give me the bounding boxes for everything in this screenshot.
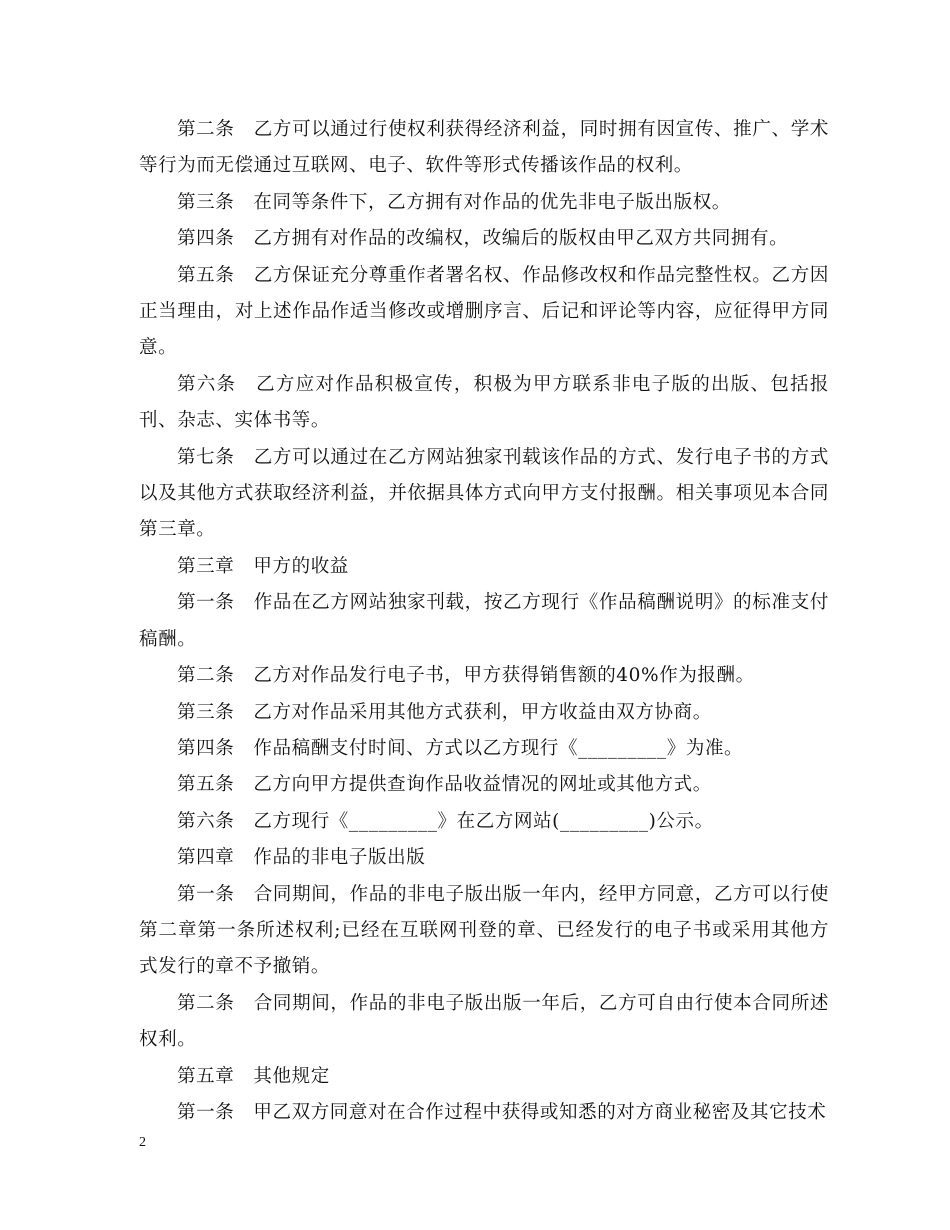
paragraph-ch3-article-4: 第四条 作品稿酬支付时间、方式以乙方现行《_________》为准。 — [177, 737, 744, 759]
chapter-heading-4: 第四章 作品的非电子版出版 — [177, 847, 426, 869]
paragraph-article-7-benefits: 第七条 乙方可以通过在乙方网站独家刊载该作品的方式、发行电子书的方式以及其他方式获取经济利益，并依据具体方式向甲方支付报酬。相关事项见本合同第三章。 — [139, 446, 829, 541]
paragraph-ch4-article-1: 第一条 合同期间，作品的非电子版出版一年内，经甲方同意，乙方可以行使第二章第一条所述权利;已经在互联网刊登的章、已经发行的电子书或采用其他方式发行的章不予撤销。 — [139, 883, 829, 978]
paragraph-ch3-article-5: 第五条 乙方向甲方提供查询作品收益情况的网址或其他方式。 — [177, 774, 712, 796]
chapter-heading-3: 第三章 甲方的收益 — [177, 555, 349, 577]
paragraph-ch3-article-3: 第三条 乙方对作品采用其他方式获利，甲方收益由双方协商。 — [177, 701, 712, 723]
paragraph-ch3-article-2: 第二条 乙方对作品发行电子书，甲方获得销售额的40%作为报酬。 — [177, 665, 755, 687]
paragraph-ch3-article-1: 第一条 作品在乙方网站独家刊载，按乙方现行《作品稿酬说明》的标准支付稿酬。 — [139, 592, 829, 650]
paragraph-article-3-priority: 第三条 在同等条件下，乙方拥有对作品的优先非电子版出版权。 — [177, 191, 731, 213]
paragraph-ch5-article-1: 第一条 甲乙双方同意对在合作过程中获得或知悉的对方商业秘密及其它技术 — [177, 1101, 827, 1123]
paragraph-article-4-adaptation: 第四条 乙方拥有对作品的改编权，改编后的版权由甲乙双方共同拥有。 — [177, 228, 789, 250]
paragraph-ch4-article-2: 第二条 合同期间，作品的非电子版出版一年后，乙方可自由行使本合同所述权利。 — [139, 992, 829, 1051]
page-number: 2 — [139, 1135, 146, 1150]
document-body — [139, 112, 829, 1131]
paragraph-ch3-article-6: 第六条 乙方现行《_________》在乙方网站(_________)公示。 — [177, 810, 714, 832]
paragraph-article-6-promotion: 第六条 乙方应对作品积极宣传，积极为甲方联系非电子版的出版、包括报刊、杂志、实体书等。 — [139, 373, 829, 432]
paragraph-article-5-authorship: 第五条 乙方保证充分尊重作者署名权、作品修改权和作品完整性权。乙方因正当理由，对上述作品作适当修改或增删序言、后记和评论等内容，应征得甲方同意。 — [139, 264, 829, 359]
paragraph-article-2-rights: 第二条 乙方可以通过行使权利获得经济利益，同时拥有因宣传、推广、学术等行为而无偿通过互联网、电子、软件等形式传播该作品的权利。 — [139, 119, 829, 177]
chapter-heading-5: 第五章 其他规定 — [177, 1065, 330, 1087]
